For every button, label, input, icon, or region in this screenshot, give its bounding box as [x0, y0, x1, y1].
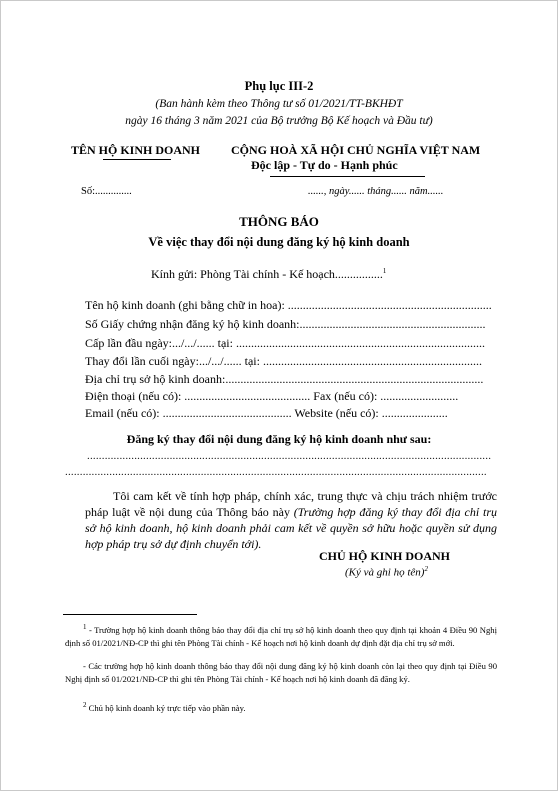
- field-last-change: Thay đổi lần cuối ngày:.../.../...... tại: .........................................................................: [85, 354, 482, 368]
- document-number: Số:..............: [81, 186, 132, 197]
- issued-line-1: (Ban hành kèm theo Thông tư số 01/2021/TT-BKHĐT: [155, 98, 403, 110]
- field-first-issue: Cấp lần đầu ngày:.../.../...... tại: ...................................................................................: [85, 336, 485, 350]
- document-date: ......, ngày...... tháng...... năm......: [308, 186, 444, 197]
- footnote-mark: 1: [83, 623, 87, 631]
- notice-title: THÔNG BÁO: [239, 214, 319, 229]
- recipient: [151, 267, 386, 282]
- footnote-2: [65, 699, 497, 715]
- footnote-text: - Các trường hợp hộ kinh doanh thông báo thay đổi nội dung đăng ký hộ kinh doanh còn lại theo quy định tại Điều 90 Nghị định số 01/2021/NĐ-CP thì ghi tên Phòng Tài chính - Kế hoạch nơi hộ kinh doanh đã đăng ký.: [65, 661, 497, 684]
- recipient-text: Kính gửi: Phòng Tài chính - Kế hoạch................: [151, 267, 383, 281]
- footnote-mark: 2: [83, 701, 87, 709]
- fill-line: .........................................................................................................................................: [87, 450, 492, 462]
- signature-note: [345, 565, 428, 579]
- signature-title: CHỦ HỘ KINH DOANH: [319, 549, 451, 563]
- field-email-website: Email (nếu có): ........................................... Website (nếu có): ......................: [85, 406, 448, 420]
- field-phone-fax: Điện thoại (nếu có): .......................................... Fax (nếu có): ..........................: [85, 389, 459, 403]
- footnote-1b: [65, 660, 497, 686]
- fill-line: ...............................................................................................................................................: [65, 466, 487, 478]
- footnote-text: Chủ hộ kinh doanh ký trực tiếp vào phần này.: [86, 702, 246, 713]
- field-business-name: Tên hộ kinh doanh (ghi bằng chữ in hoa): ....................................................................: [85, 298, 492, 312]
- field-certificate-number: Số Giấy chứng nhận đăng ký hộ kinh doanh:..............................................................: [85, 317, 486, 331]
- footnote-text: - Trường hợp hộ kinh doanh thông báo thay đổi địa chỉ trụ sở hộ kinh doanh theo quy định tại khoản 4 Điều 90 Nghị định số 01/2021/NĐ-CP thì ghi tên Phòng Tài chính - Kế hoạch nơi hộ kinh doanh dự định đặt địa chỉ trụ sở mới.: [65, 624, 497, 648]
- footnote-mark: 2: [424, 565, 428, 573]
- commitment-paragraph: [85, 488, 497, 552]
- notice-subject: Về việc thay đổi nội dung đăng ký hộ kinh doanh: [148, 235, 410, 249]
- commitment-note: (Trường hợp đăng ký thay đổi địa chỉ trụ sở hộ kinh doanh, hộ kinh doanh phải cam kết về quyền sở hữu hoặc quyền sử dụng hợp pháp trụ sở dự định chuyển tới).: [85, 505, 497, 551]
- business-name-heading: TÊN HỘ KINH DOANH: [71, 143, 201, 157]
- footnote-divider: [63, 614, 197, 615]
- footnote-1a: [65, 621, 497, 650]
- divider: [270, 176, 425, 177]
- issued-line-2: ngày 16 tháng 3 năm 2021 của Bộ trưởng Bộ Kế hoạch và Đầu tư): [125, 115, 433, 127]
- signature-note-text: (Ký và ghi họ tên): [345, 566, 425, 579]
- section-heading: Đăng ký thay đổi nội dung đăng ký hộ kinh doanh như sau:: [126, 432, 432, 446]
- motto: Độc lập - Tự do - Hạnh phúc: [251, 158, 398, 172]
- divider: [103, 159, 171, 160]
- appendix-title: Phụ lục III-2: [244, 79, 314, 93]
- commitment-text: Tôi cam kết về tính hợp pháp, chính xác, trung thực và chịu trách nhiệm trước pháp luật về nội dung của Thông báo này: [85, 489, 497, 519]
- footnote-mark: 1: [382, 267, 387, 275]
- country-heading: CỘNG HOÀ XÃ HỘI CHỦ NGHĨA VIỆT NAM: [231, 143, 481, 157]
- field-address: Địa chỉ trụ sở hộ kinh doanh:......................................................................................: [85, 372, 484, 386]
